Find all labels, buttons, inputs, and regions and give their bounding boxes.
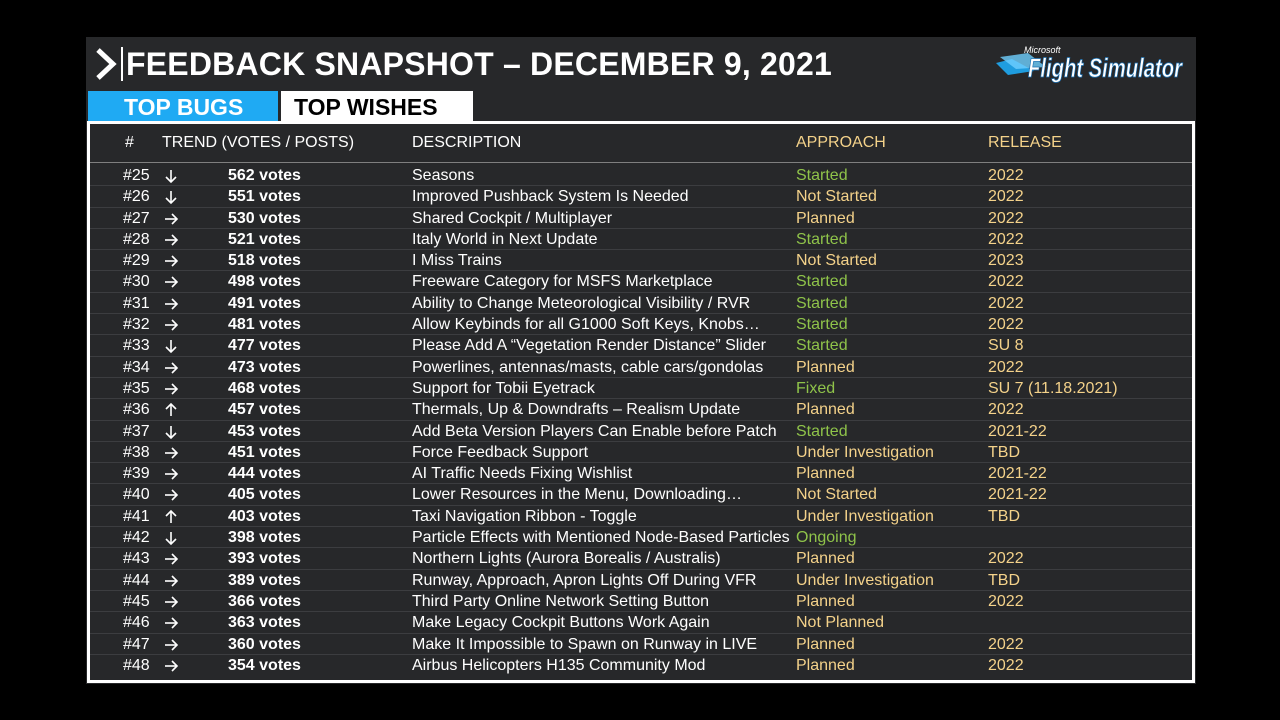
table-row — [90, 335, 1192, 356]
row-rank: #26 — [123, 188, 150, 206]
row-release: 2022 — [988, 550, 1024, 568]
row-release: 2021-22 — [988, 486, 1047, 504]
row-votes: 562 votes — [228, 167, 301, 184]
table-row — [90, 634, 1192, 655]
row-votes: 491 votes — [228, 294, 301, 312]
row-rank: #47 — [123, 635, 150, 653]
tab-top-bugs[interactable]: TOP BUGS — [88, 91, 278, 121]
table-row — [90, 548, 1192, 569]
trend-right-arrow-icon — [163, 229, 181, 250]
row-rank: #28 — [123, 230, 150, 248]
table-row — [90, 527, 1192, 548]
row-approach-status: Under Investigation — [796, 571, 934, 589]
trend-down-arrow-icon — [163, 165, 181, 186]
row-votes: 481 votes — [228, 316, 301, 334]
trend-right-arrow-icon — [163, 591, 181, 612]
row-description: Italy World in Next Update — [412, 230, 598, 248]
table-row — [90, 271, 1192, 292]
row-release: 2022 — [988, 401, 1024, 419]
title-divider — [121, 47, 123, 81]
trend-right-arrow-icon — [163, 463, 181, 484]
table-row — [90, 399, 1192, 420]
row-rank: #30 — [123, 273, 150, 291]
row-description: Add Beta Version Players Can Enable before Patch — [412, 422, 777, 440]
row-votes: 403 votes — [228, 507, 301, 525]
row-description: Airbus Helicopters H135 Community Mod — [412, 656, 706, 674]
row-description: Make It Impossible to Spawn on Runway in LIVE — [412, 635, 758, 653]
row-rank: #29 — [123, 252, 150, 270]
flight-simulator-logo — [994, 41, 1186, 85]
row-release: TBD — [988, 571, 1020, 589]
row-description: Please Add A “Vegetation Render Distance” Slider — [412, 337, 766, 355]
row-description: Make Legacy Cockpit Buttons Work Again — [412, 614, 710, 632]
row-votes: 468 votes — [228, 379, 301, 397]
row-release: 2022 — [988, 358, 1024, 376]
row-approach-status: Started — [796, 316, 848, 334]
row-description: Particle Effects with Mentioned Node-Based Particles — [412, 529, 790, 547]
row-approach-status: Not Started — [796, 188, 877, 206]
row-description: Force Feedback Support — [412, 443, 589, 461]
row-rank: #46 — [123, 614, 150, 632]
row-rank: #33 — [123, 337, 150, 355]
row-rank: #41 — [123, 507, 150, 525]
row-description: Taxi Navigation Ribbon - Toggle — [412, 507, 637, 525]
row-rank: #45 — [123, 592, 150, 610]
row-approach-status: Started — [796, 230, 848, 248]
row-votes: 453 votes — [228, 422, 301, 440]
row-approach-status: Started — [796, 273, 848, 291]
row-approach-status: Under Investigation — [796, 507, 934, 525]
row-approach-status: Started — [796, 422, 848, 440]
table-header — [90, 124, 1192, 163]
column-header-trend: TREND (VOTES / POSTS) — [162, 134, 355, 151]
row-votes: 551 votes — [228, 188, 301, 206]
row-rank: #40 — [123, 486, 150, 504]
table-row — [90, 612, 1192, 633]
column-header-release: RELEASE — [988, 134, 1062, 151]
column-header-approach: APPROACH — [796, 134, 886, 151]
row-votes: 389 votes — [228, 571, 301, 589]
trend-down-arrow-icon — [163, 421, 181, 442]
row-votes: 354 votes — [228, 656, 301, 674]
row-release: 2022 — [988, 635, 1024, 653]
row-rank: #25 — [123, 167, 150, 184]
table-row — [90, 484, 1192, 505]
column-header-description: DESCRIPTION — [412, 134, 522, 151]
row-votes: 498 votes — [228, 273, 301, 291]
table-body — [90, 165, 1192, 676]
header — [86, 37, 1196, 89]
row-rank: #27 — [123, 209, 150, 227]
row-release: 2022 — [988, 294, 1024, 312]
trend-right-arrow-icon — [163, 271, 181, 292]
row-description: I Miss Trains — [412, 252, 502, 270]
row-approach-status: Fixed — [796, 379, 836, 397]
row-release: 2022 — [988, 209, 1024, 227]
row-description: Powerlines, antennas/masts, cable cars/gondolas — [412, 358, 764, 376]
trend-right-arrow-icon — [163, 208, 181, 229]
row-release: 2022 — [988, 656, 1024, 674]
row-approach-status: Planned — [796, 592, 855, 610]
table-row — [90, 591, 1192, 612]
row-release: 2023 — [988, 252, 1024, 270]
trend-up-arrow-icon — [163, 399, 181, 420]
row-votes: 398 votes — [228, 529, 301, 547]
trend-up-arrow-icon — [163, 506, 181, 527]
table-row — [90, 463, 1192, 484]
row-approach-status: Planned — [796, 209, 855, 227]
row-approach-status: Planned — [796, 401, 855, 419]
row-description: Ability to Change Meteorological Visibility / RVR — [412, 294, 751, 312]
row-rank: #35 — [123, 379, 150, 397]
row-votes: 477 votes — [228, 337, 301, 355]
row-description: Thermals, Up & Downdrafts – Realism Update — [412, 401, 741, 419]
trend-right-arrow-icon — [163, 655, 181, 676]
trend-right-arrow-icon — [163, 612, 181, 633]
row-description: Support for Tobii Eyetrack — [412, 379, 595, 397]
row-release: 2022 — [988, 230, 1024, 248]
trend-right-arrow-icon — [163, 357, 181, 378]
row-description: Allow Keybinds for all G1000 Soft Keys, Knobs… — [412, 316, 760, 334]
row-rank: #38 — [123, 443, 150, 461]
trend-down-arrow-icon — [163, 186, 181, 207]
trend-right-arrow-icon — [163, 484, 181, 505]
table-row — [90, 229, 1192, 250]
trend-right-arrow-icon — [163, 570, 181, 591]
row-rank: #39 — [123, 465, 150, 483]
chevron-right-icon — [94, 47, 118, 81]
row-rank: #42 — [123, 529, 150, 547]
row-votes: 360 votes — [228, 635, 301, 653]
row-approach-status: Planned — [796, 358, 855, 376]
row-release: 2022 — [988, 592, 1024, 610]
row-release: TBD — [988, 443, 1020, 461]
table-row — [90, 442, 1192, 463]
row-release: 2021-22 — [988, 465, 1047, 483]
trend-right-arrow-icon — [163, 293, 181, 314]
table-row — [90, 208, 1192, 229]
row-rank: #44 — [123, 571, 150, 589]
row-description: AI Traffic Needs Fixing Wishlist — [412, 465, 633, 483]
row-approach-status: Planned — [796, 656, 855, 674]
row-votes: 444 votes — [228, 465, 301, 483]
logo-microsoft-text: Microsoft — [1024, 45, 1061, 55]
row-description: Seasons — [412, 167, 475, 184]
row-release: SU 8 — [988, 337, 1024, 355]
row-approach-status: Planned — [796, 635, 855, 653]
row-release: 2022 — [988, 188, 1024, 206]
trend-right-arrow-icon — [163, 548, 181, 569]
snapshot-frame — [86, 37, 1196, 684]
row-description: Third Party Online Network Setting Button — [412, 592, 710, 610]
row-approach-status: Not Started — [796, 252, 877, 270]
row-approach-status: Not Planned — [796, 614, 885, 632]
trend-down-arrow-icon — [163, 527, 181, 548]
row-description: Runway, Approach, Apron Lights Off During VFR — [412, 571, 757, 589]
row-votes: 521 votes — [228, 230, 301, 248]
row-votes: 473 votes — [228, 358, 301, 376]
trend-down-arrow-icon — [163, 335, 181, 356]
row-release: 2021-22 — [988, 422, 1047, 440]
row-approach-status: Started — [796, 294, 848, 312]
row-votes: 451 votes — [228, 443, 301, 461]
table-row — [90, 165, 1192, 186]
table-row — [90, 570, 1192, 591]
row-approach-status: Not Started — [796, 486, 877, 504]
table-row — [90, 357, 1192, 378]
row-votes: 366 votes — [228, 592, 301, 610]
row-votes: 518 votes — [228, 252, 301, 270]
row-approach-status: Planned — [796, 550, 855, 568]
row-rank: #37 — [123, 422, 150, 440]
row-rank: #48 — [123, 656, 150, 674]
table-row — [90, 378, 1192, 399]
trend-right-arrow-icon — [163, 378, 181, 399]
table-row — [90, 314, 1192, 335]
row-votes: 363 votes — [228, 614, 301, 632]
logo-flight-simulator-text: Flight Simulator — [1028, 53, 1184, 83]
trend-right-arrow-icon — [163, 442, 181, 463]
row-release: 2022 — [988, 316, 1024, 334]
row-release: 2022 — [988, 273, 1024, 291]
table-row — [90, 421, 1192, 442]
row-description: Northern Lights (Aurora Borealis / Australis) — [412, 550, 721, 568]
row-description: Shared Cockpit / Multiplayer — [412, 209, 613, 227]
row-votes: 393 votes — [228, 550, 301, 568]
table-row — [90, 186, 1192, 207]
table-row — [90, 655, 1192, 676]
row-approach-status: Ongoing — [796, 529, 857, 547]
row-votes: 457 votes — [228, 401, 301, 419]
trend-right-arrow-icon — [163, 314, 181, 335]
row-description: Lower Resources in the Menu, Downloading… — [412, 486, 742, 504]
row-approach-status: Under Investigation — [796, 443, 934, 461]
row-votes: 530 votes — [228, 209, 301, 227]
row-description: Freeware Category for MSFS Marketplace — [412, 273, 713, 291]
row-description: Improved Pushback System Is Needed — [412, 188, 689, 206]
row-release: SU 7 (11.18.2021) — [988, 379, 1118, 397]
table-row — [90, 293, 1192, 314]
column-header-num: # — [125, 134, 134, 151]
row-rank: #36 — [123, 401, 150, 419]
row-rank: #34 — [123, 358, 150, 376]
row-approach-status: Started — [796, 337, 848, 355]
row-rank: #43 — [123, 550, 150, 568]
row-approach-status: Planned — [796, 465, 855, 483]
trend-right-arrow-icon — [163, 250, 181, 271]
row-rank: #31 — [123, 294, 150, 312]
trend-right-arrow-icon — [163, 634, 181, 655]
page-title: FEEDBACK SNAPSHOT – DECEMBER 9, 2021 — [126, 46, 833, 82]
table-row — [90, 250, 1192, 271]
row-rank: #32 — [123, 316, 150, 334]
tab-top-wishes[interactable]: TOP WISHES — [281, 91, 473, 121]
row-approach-status: Started — [796, 167, 848, 184]
row-release: TBD — [988, 507, 1020, 525]
table-row — [90, 506, 1192, 527]
row-release: 2022 — [988, 167, 1024, 184]
row-votes: 405 votes — [228, 486, 301, 504]
wishes-table — [87, 121, 1195, 683]
